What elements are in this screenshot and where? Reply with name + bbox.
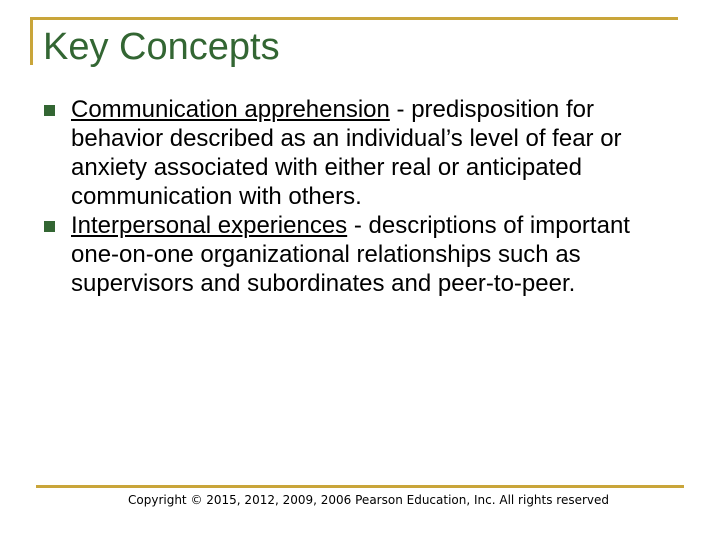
slide-title: Key Concepts xyxy=(43,26,280,68)
square-bullet-icon xyxy=(44,105,55,116)
bullet-item-communication-apprehension xyxy=(44,95,684,211)
bullet-item-interpersonal-experiences xyxy=(44,211,684,298)
bullet-term: Communication apprehension xyxy=(71,96,390,123)
square-bullet-icon xyxy=(44,221,55,232)
title-frame-left-rule xyxy=(30,17,33,65)
bullet-description: - predisposition for behavior described as an individual’s level of fear or anxiety associated with either real or anticipated communication with others. xyxy=(71,96,622,210)
footer-rule xyxy=(36,485,684,488)
bullet-list xyxy=(44,95,684,298)
bullet-term: Interpersonal experiences xyxy=(71,212,348,239)
copyright-notice: Copyright © 2015, 2012, 2009, 2006 Pearson Education, Inc. All rights reserved xyxy=(128,493,610,507)
title-frame-top-rule xyxy=(30,17,678,20)
bullet-description: - descriptions of important one-on-one organizational relationships such as supervisors and subordinates and peer-to-peer. xyxy=(71,212,630,297)
